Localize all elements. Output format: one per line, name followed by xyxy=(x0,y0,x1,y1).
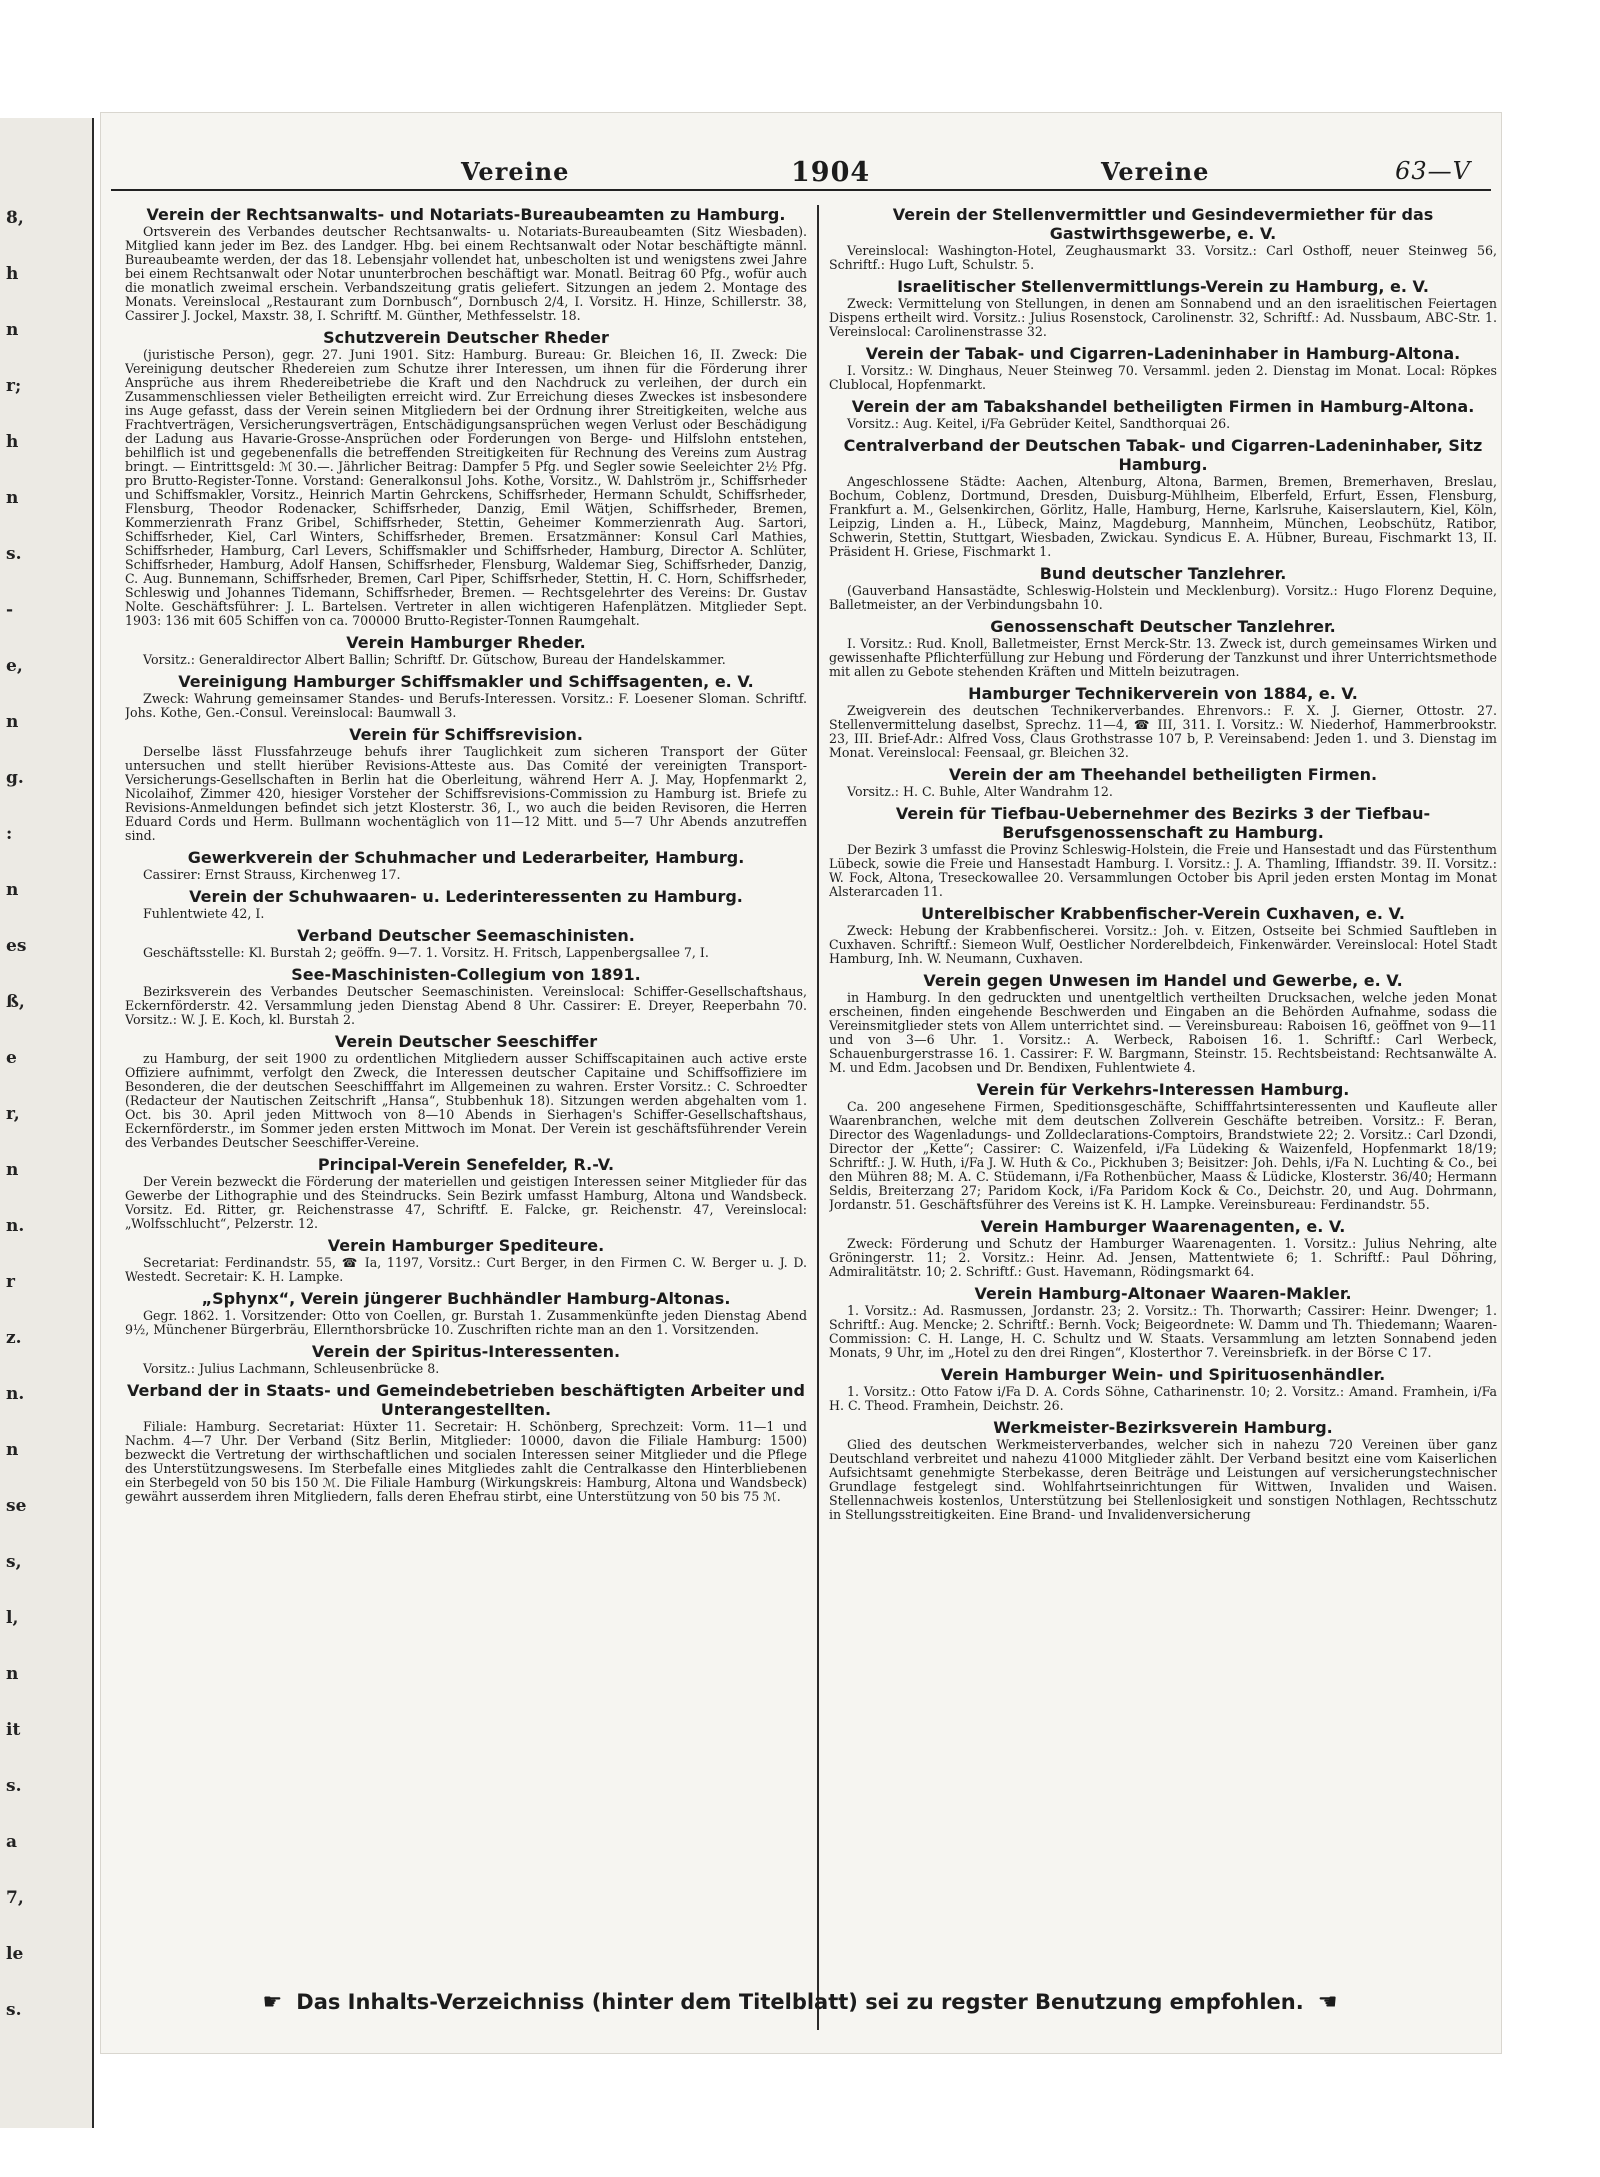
directory-entry xyxy=(829,397,1497,431)
directory-entry xyxy=(829,1217,1497,1279)
directory-entry xyxy=(829,971,1497,1075)
previous-page-fragment: ß, xyxy=(6,992,25,1012)
previous-page-fragment: it xyxy=(6,1720,21,1740)
footer-notice xyxy=(100,1990,1500,2020)
running-header xyxy=(111,153,1491,191)
entry-title: Verein Hamburg-Altonaer Waaren-Makler. xyxy=(974,1284,1352,1303)
previous-page-fragment: n. xyxy=(6,1384,25,1404)
entry-title: Verein Hamburger Rheder. xyxy=(346,633,586,652)
entry-title: „Sphynx“, Verein jüngerer Buchhändler Hamburg-Altonas. xyxy=(201,1289,731,1308)
entry-title: Verein für Verkehrs-Interessen Hamburg. xyxy=(976,1080,1350,1099)
directory-entry xyxy=(125,1236,807,1284)
entry-body: 1. Vorsitz.: Ad. Rasmussen, Jordanstr. 23; 2. Vorsitz.: Th. Thorwarth; Cassirer: Heinr. Dwenger; 1. Schriftf.: Aug. Mencke; 2. Schriftf.: Bernh. Vock; Beigeordnete: W. Damm und Th. Thiedemann; Waaren-Commission: C. H. Lange, H. C. Schultz und W. Staats. Versammlung am letzten Sonnabend jeden Monats, 9 Uhr, im „Hotel zu den drei Ringen“, Klosterthor 7. Vereinsbriefk. in der Börse C 17. xyxy=(829,1303,1497,1360)
directory-entry xyxy=(125,1289,807,1337)
entry-title: Bund deutscher Tanzlehrer. xyxy=(1039,564,1287,583)
entry-body: (Gauverband Hansastädte, Schleswig-Holstein und Mecklenburg). Vorsitz.: Hugo Florenz Dequine, Balletmeister, an der Verbindungsbahn 10. xyxy=(829,583,1497,612)
previous-page-fragment: 7, xyxy=(6,1888,24,1908)
entry-body: I. Vorsitz.: Rud. Knoll, Balletmeister, Ernst Merck-Str. 13. Zweck ist, durch gemeinsames Wirken und gewissenhafte Pflichterfüllung zur Hebung und Förderung der Tanzkunst und ihrer Unterrichtsmethode mit allen zu Gebote stehenden Kräften und Mitteln beizutragen. xyxy=(829,636,1497,679)
entry-title: Verein für Schiffsrevision. xyxy=(349,725,583,744)
entry-title: Verein Deutscher Seeschiffer xyxy=(334,1032,598,1051)
previous-page-fragment: se xyxy=(6,1496,27,1516)
entry-title: Hamburger Technikerverein von 1884, e. V. xyxy=(968,684,1358,703)
previous-page-fragment: n xyxy=(6,1440,19,1460)
entry-title: Verein der am Theehandel betheiligten Firmen. xyxy=(948,765,1378,784)
directory-entry xyxy=(125,887,807,921)
entry-body: Vorsitz.: H. C. Buhle, Alter Wandrahm 12. xyxy=(847,784,1113,799)
entry-title: Verein gegen Unwesen im Handel und Gewerbe, e. V. xyxy=(923,971,1403,990)
previous-page-fragment: r xyxy=(6,1272,15,1292)
entry-title: Verein der Tabak- und Cigarren-Ladeninhaber in Hamburg-Altona. xyxy=(865,344,1461,363)
previous-page-fragment: s. xyxy=(6,1776,22,1796)
directory-entry xyxy=(125,926,807,960)
entry-body: Vorsitz.: Aug. Keitel, i/Fa Gebrüder Keitel, Sandthorquai 26. xyxy=(847,416,1231,431)
entry-body: Der Bezirk 3 umfasst die Provinz Schleswig-Holstein, die Freie und Hansestadt und das Fürstenthum Lübeck, sowie die Freie und Hansestadt Hamburg. I. Vorsitz.: J. A. Thamling, Iffiandstr. 39. II. Vorsitz.: W. Fock, Altona, Treseckowallee 20. Versammlungen October bis April jeden ersten Montag im Monat Alsterarcaden 11. xyxy=(829,842,1497,899)
directory-entry xyxy=(829,436,1497,559)
entry-title: Verein der Schuhwaaren- u. Lederinteressenten zu Hamburg. xyxy=(189,887,743,906)
entry-body: Zweck: Vermittelung von Stellungen, in denen am Sonnabend und an den israelitischen Feiertagen Dispens ertheilt wird. Vorsitz.: Julius Rosenstock, Carolinenstr. 32, Schriftf.: Ad. Nussbaum, ABC-Str. 1. Vereinslocal: Carolinenstrasse 32. xyxy=(829,296,1497,339)
entry-body: 1. Vorsitz.: Otto Fatow i/Fa D. A. Cords Söhne, Catharinenstr. 10; 2. Vorsitz.: Amand. Framhein, i/Fa H. C. Theod. Framhein, Deichstr. 26. xyxy=(829,1384,1497,1413)
entry-body: in Hamburg. In den gedruckten und unentgeltlich vertheilten Drucksachen, welche jeden Monat erscheinen, finden eingehende Beschwerden und Eingaben an die Behörden Aufnahme, sodass die Vereinsmitglieder stets von Allem unterrichtet sind. — Vereinsbureau: Raboisen 16, geöffnet von 9—11 und von 3—6 Uhr. 1. Vorsitz.: A. Werbeck, Raboisen 16. 1. Schriftf.: Carl Werbeck, Schauenburgerstrasse 16. 1. Cassirer: F. W. Bargmann, Steinstr. 15. Rechtsbeistand: Rechtsanwälte A. M. und Edm. Jacobsen und Dr. Bendixen, Fuhlentwiete 4. xyxy=(829,990,1497,1075)
previous-page-fragment: h xyxy=(6,264,19,284)
entry-body: Vereinslocal: Washington-Hotel, Zeughausmarkt 33. Vorsitz.: Carl Osthoff, neuer Steinweg 56, Schriftf.: Hugo Luft, Schulstr. 5. xyxy=(829,243,1497,272)
entry-title: Verein für Tiefbau-Uebernehmer des Bezirks 3 der Tiefbau-Berufsgenossenschaft zu Hamburg. xyxy=(895,804,1431,842)
footer-text: Das Inhalts-Verzeichniss (hinter dem Titelblatt) sei zu regster Benutzung empfohlen. xyxy=(296,1990,1304,2014)
entry-body: Glied des deutschen Werkmeisterverbandes, welcher sich in nahezu 720 Vereinen über ganz Deutschland verbreitet und nahezu 41000 Mitglieder zählt. Der Verband besitzt eine vom Kaiserlichen Aufsichtsamt genehmigte Sterbekasse, deren Beiträge und Leistungen auf versicherungstechnischer Grundlage festgelegt sind. Wohlfahrtseinrichtungen für Wittwen, Invaliden und Waisen. Stellennachweis kostenlos, Unterstützung bei Stellenlosigkeit und sonstigen Nothlagen, Rechtsschutz in Stellungsstreitigkeiten. Eine Brand- und Invalidenversicherung xyxy=(829,1437,1497,1522)
previous-page-fragment: e, xyxy=(6,656,23,676)
directory-entry xyxy=(829,1418,1497,1522)
previous-page-fragment: s, xyxy=(6,1552,22,1572)
previous-page-fragment: n xyxy=(6,712,19,732)
entry-title: Gewerkverein der Schuhmacher und Lederarbeiter, Hamburg. xyxy=(187,848,745,867)
entry-body: Filiale: Hamburg. Secretariat: Hüxter 11. Secretair: H. Schönberg, Sprechzeit: Vorm. 11—1 und Nachm. 4—7 Uhr. Der Verband (Sitz Berlin, Mitglieder: 10000, davon die Filiale Hamburg: 1500) bezweckt die Vertretung der wirthschaftlichen und socialen Interessen seiner Mitglieder und die Pflege des Unterstützungswesens. Im Sterbefalle eines Mitgliedes zahlt die Centralkasse den Hinterbliebenen ein Sterbegeld von 50 bis 150 ℳ. Die Filiale Hamburg (Wirkungskreis: Hamburg, Altona und Wandsbeck) gewährt ausserdem ihren Mitgliedern, falls deren Ehefrau stirbt, eine Unterstützung von 50 bis 75 ℳ. xyxy=(125,1419,807,1504)
directory-entry xyxy=(829,1284,1497,1360)
directory-entry xyxy=(125,1155,807,1231)
previous-page-fragment: n xyxy=(6,320,19,340)
previous-page-fragment: n xyxy=(6,1160,19,1180)
previous-page-fragment: n xyxy=(6,880,19,900)
entry-body: Vorsitz.: Julius Lachmann, Schleusenbrücke 8. xyxy=(143,1361,440,1376)
entry-body: Gegr. 1862. 1. Vorsitzender: Otto von Coellen, gr. Burstah 1. Zusammenkünfte jeden Dienstag Abend 9½, Münchener Bürgerbräu, Ellernthorsbrücke 10. Zuschriften richte man an den 1. Vorsitzenden. xyxy=(125,1308,807,1337)
directory-entry xyxy=(125,328,807,628)
directory-entry xyxy=(829,684,1497,760)
entry-title: Schutzverein Deutscher Rheder xyxy=(323,328,609,347)
directory-entry xyxy=(829,904,1497,966)
entry-body: (juristische Person), gegr. 27. Juni 1901. Sitz: Hamburg. Bureau: Gr. Bleichen 16, II. Zweck: Die Vereinigung deutscher Rhedereien zum Schutze ihrer Interessen, um ihnen für die Förderung ihrer Ansprüche aus ihrem Rhedereibetriebe die Kraft und den Nachdruck zu verleihen, der durch ein Zusammenschliessen vieler Betheiligten erreicht wird. Zur Erreichung dieses Zweckes ist insbesondere ins Auge gefasst, dass der Verein seinen Mitgliedern bei der Ordnung ihrer Streitigkeiten, welche aus Frachtverträgen, Versicherungsverträgen, Entschädigungsansprüchen wegen Verlust oder Beschädigung der Ladung aus Havarie-Grosse-Ansprüchen oder Forderungen von Berge- und Hilfslohn entstehen, behilflich ist und gegebenenfalls die betreffenden Streitigkeiten für Rechnung des Vereins zum Austrag bringt. — Eintrittsgeld: ℳ 30.—. Jährlicher Beitrag: Dampfer 5 Pfg. und Segler sowie Seeleichter 2½ Pfg. pro Brutto-Register-Tonne. Vorstand: Generalkonsul Johs. Kothe, Vorsitz., W. Dahlström jr., Schiffsrheder und Schiffsmakler, Vorsitz., Heinrich Martin Gehrckens, Schiffsrheder, Hermann Schuldt, Schiffsrheder, Flensburg, Theodor Rodenacker, Schiffsrheder, Danzig, Emil Wätjen, Schiffsrheder, Bremen, Kommerzienrath Franz Gribel, Schiffsrheder, Stettin, Geheimer Kommerzienrath Aug. Sartori, Schiffsrheder, Kiel, Carl Winters, Schiffsrheder, Bremen. Ersatzmänner: Konsul Carl Mathies, Schiffsrheder, Hamburg, Carl Levers, Schiffsmakler und Schiffsrheder, Hamburg, Director A. Schlüter, Schiffsrheder, Hamburg, Adolf Hansen, Schiffsrheder, Flensburg, Waldemar Sieg, Schiffsrheder, Danzig, C. Aug. Bunnemann, Schiffsrheder, Bremen, Carl Piper, Schiffsrheder, Stettin, H. C. Horn, Schiffsrheder, Schleswig und Johannes Tidemann, Schiffsrheder, Bremen. — Rechtsgelehrter des Vereins: Dr. Gustav Nolte. Geschäftsführer: J. L. Bartelsen. Vertreter in allen wichtigeren Hafenplätzen. Mitglieder Sept. 1903: 136 mit 605 Schiffen von ca. 700000 Brutto-Register-Tonnen Raumgehalt. xyxy=(125,347,807,628)
header-section-right: Vereine xyxy=(1101,157,1210,186)
entry-body: Zweck: Förderung und Schutz der Hamburger Waarenagenten. 1. Vorsitz.: Julius Nehring, alte Gröningerstr. 11; 2. Vorsitz.: Heinr. Ad. Jensen, Mattentwiete 6; 1. Schriftf.: Paul Döhring, Admiralitätstr. 10; 2. Schriftf.: Gust. Havemann, Rödingsmarkt 64. xyxy=(829,1236,1497,1279)
directory-entry xyxy=(829,277,1497,339)
entry-body: Bezirksverein des Verbandes Deutscher Seemaschinisten. Vereinslocal: Schiffer-Gesellschaftshaus, Eckernförderstr. 42. Versammlung jeden Dienstag Abend 8 Uhr. Cassirer: E. Dreyer, Reeperbahn 70. Vorsitz.: W. J. E. Koch, kl. Burstah 2. xyxy=(125,984,807,1027)
previous-page-fragment: a xyxy=(6,1832,18,1852)
directory-entry xyxy=(125,848,807,882)
entry-body: Zweigverein des deutschen Technikerverbandes. Ehrenvors.: F. X. J. Gierner, Ottostr. 27. Stellenvermittelung daselbst, Sprechz. 11—4, ☎ III, 311. I. Vorsitz.: W. Niederhof, Hammerbrookstr. 23, III. Brief-Adr.: Alfred Voss, Claus Grothstrasse 107 b, P. Vereinsabend: Jeden 1. und 3. Dienstag im Monat. Vereinslocal: Feensaal, gr. Bleichen 32. xyxy=(829,703,1497,760)
entry-body: I. Vorsitz.: W. Dinghaus, Neuer Steinweg 70. Versamml. jeden 2. Dienstag im Monat. Local: Röpkes Clublocal, Hopfenmarkt. xyxy=(829,363,1497,392)
previous-page-fragment: - xyxy=(6,600,14,620)
entry-title: Verband der in Staats- und Gemeindebetrieben beschäftigten Arbeiter und Unterangestellten. xyxy=(127,1381,805,1419)
directory-entry xyxy=(125,1381,807,1504)
entry-title: Unterelbischer Krabbenfischer-Verein Cuxhaven, e. V. xyxy=(921,904,1405,923)
entry-body: Secretariat: Ferdinandstr. 55, ☎ Ia, 1197, Vorsitz.: Curt Berger, in den Firmen C. W. Berger u. J. D. Westedt. Secretair: K. H. Lampke. xyxy=(125,1255,807,1284)
entry-body: Geschäftsstelle: Kl. Burstah 2; geöffn. 9—7. 1. Vorsitz. H. Fritsch, Lappenbergsallee 7, I. xyxy=(143,945,709,960)
previous-page-fragment: r; xyxy=(6,376,22,396)
directory-entry xyxy=(829,564,1497,612)
previous-page-fragment: r, xyxy=(6,1104,20,1124)
entry-body: Ca. 200 angesehene Firmen, Speditionsgeschäfte, Schifffahrtsinteressenten und Kaufleute aller Waarenbranchen, welche mit dem deutschen Zollverein Geschäfte betreiben. Vorsitz.: F. Beran, Director des Wagenladungs- und Zolldeclarations-Comptoirs, Brandstwiete 22; 2. Vorsitz.: Carl Dzondi, Director der „Kette“; Cassirer: C. Waizenfeld, i/Fa Lüdeking & Waizenfeld, Hopfenmarkt 18/19; Schriftf.: J. W. Huth, i/Fa J. W. Huth & Co., Pickhuben 3; Beisitzer: Joh. Dehls, i/Fa N. Luchting & Co., bei den Mühren 88; M. A. C. Stüdemann, i/Fa Rothenbücher, Maass & Lüdicke, Klosterstr. 36/40; Hermann Seldis, Breiterzang 27; Paridom Kock, i/Fa Paridom Kock & Co., Deichstr. 20, und Aug. Dohrmann, Jordanstr. 51. Geschäftsführer des Vereins ist K. H. Lampke. Vereinsbureau: Ferdinandstr. 55. xyxy=(829,1099,1497,1212)
previous-page-fragment: n xyxy=(6,488,19,508)
entry-body: Zweck: Wahrung gemeinsamer Standes- und Berufs-Interessen. Vorsitz.: F. Loesener Sloman. Schriftf. Johs. Kothe, Gen.-Consul. Vereinslocal: Baumwall 3. xyxy=(125,691,807,720)
entry-title: Centralverband der Deutschen Tabak- und Cigarren-Ladeninhaber, Sitz Hamburg. xyxy=(843,436,1483,474)
directory-entry xyxy=(125,1342,807,1376)
directory-entry xyxy=(125,672,807,720)
directory-entry xyxy=(829,617,1497,679)
entry-title: Verein Hamburger Spediteure. xyxy=(327,1236,605,1255)
directory-entry xyxy=(829,1080,1497,1212)
previous-page-fragment: e xyxy=(6,1048,17,1068)
right-column xyxy=(829,205,1497,2037)
column-divider xyxy=(817,205,819,2030)
directory-entry xyxy=(829,205,1497,272)
entry-title: Verein Hamburger Waarenagenten, e. V. xyxy=(980,1217,1346,1236)
entry-title: Verein der Rechtsanwalts- und Notariats-Bureaubeamten zu Hamburg. xyxy=(146,205,786,224)
directory-entry xyxy=(125,725,807,843)
previous-page-fragment: g. xyxy=(6,768,24,788)
directory-entry xyxy=(829,1365,1497,1413)
directory-entry xyxy=(829,804,1497,899)
left-column xyxy=(125,205,807,2037)
previous-page-fragment: : xyxy=(6,824,13,844)
entry-title: Verein der Spiritus-Interessenten. xyxy=(311,1342,621,1361)
entry-body: Fuhlentwiete 42, I. xyxy=(143,906,265,921)
entry-body: Zweck: Hebung der Krabbenfischerei. Vorsitz.: Joh. v. Eitzen, Ostseite bei Schmied Sauftleben in Cuxhaven. Schriftf.: Siemeon Wulf, Oestlicher Norderelbdeich, Finkenwärder. Vereinslocal: Hotel Stadt Hamburg, Inh. W. Neumann, Cuxhaven. xyxy=(829,923,1497,966)
entry-body: Angeschlossene Städte: Aachen, Altenburg, Altona, Barmen, Bremen, Bremerhaven, Breslau, Bochum, Coblenz, Dortmund, Dresden, Duisburg-Mühlheim, Elberfeld, Erfurt, Essen, Flensburg, Frankfurt a. M., Gelsenkirchen, Görlitz, Halle, Hamburg, Herne, Karlsruhe, Kaiserslautern, Kiel, Köln, Leipzig, Linden a. H., Lübeck, Mainz, Magdeburg, Mannheim, München, Leobschütz, Ratibor, Schwerin, Stettin, Stuttgart, Wiesbaden, Zwickau. Syndicus E. A. Hübner, Bureau, Fischmarkt 13, II. Präsident H. Griese, Fischmarkt 1. xyxy=(829,474,1497,559)
directory-entry xyxy=(125,633,807,667)
entry-title: Vereinigung Hamburger Schiffsmakler und Schiffsagenten, e. V. xyxy=(178,672,754,691)
header-section-left: Vereine xyxy=(461,157,570,186)
previous-page-edge xyxy=(0,118,94,2128)
entry-title: Verein der am Tabakshandel betheiligten Firmen in Hamburg-Altona. xyxy=(851,397,1475,416)
entry-title: Israelitischer Stellenvermittlungs-Verein zu Hamburg, e. V. xyxy=(897,277,1429,296)
previous-page-fragment: n. xyxy=(6,1216,25,1236)
entry-body: Vorsitz.: Generaldirector Albert Ballin; Schriftf. Dr. Gütschow, Bureau der Handelskammer. xyxy=(143,652,726,667)
previous-page-fragment: es xyxy=(6,936,27,956)
entry-title: Genossenschaft Deutscher Tanzlehrer. xyxy=(990,617,1336,636)
previous-page-fragment: n xyxy=(6,1664,19,1684)
entry-body: Der Verein bezweckt die Förderung der materiellen und geistigen Interessen seiner Mitglieder für das Gewerbe der Lithographie und des Steindrucks. Sein Bezirk umfasst Hamburg, Altona und Wandsbeck. Vorsitz. Ed. Ritter, gr. Reichenstrasse 47, Schriftf. E. Falcke, gr. Reichenstr. 47, Vereinslocal: „Wolfsschlucht“, Pelzerstr. 12. xyxy=(125,1174,807,1231)
entry-title: Verein der Stellenvermittler und Gesindevermiether für das Gastwirthsgewerbe, e. V. xyxy=(892,205,1434,243)
page-number: 63—V xyxy=(1395,157,1471,185)
pointing-hand-right-icon: ☛ xyxy=(262,1990,283,2015)
entry-body: Ortsverein des Verbandes deutscher Rechtsanwalts- u. Notariats-Bureaubeamten (Sitz Wiesbaden). Mitglied kann jeder im Bez. des Landger. Hbg. bei einem Rechtsanwalt oder Notar beschäftigte männl. Bureaubeamte werden, der das 18. Lebensjahr vollendet hat, unbescholten ist und wenigstens zwei Jahre bei einem Rechtsanwalt oder Notar ununterbrochen beschäftigt war. Monatl. Beitrag 60 Pfg., wofür auch die monatlich zweimal erschein. Verbandszeitung gratis geliefert. Sitzungen an jedem 2. Montage des Monats. Vereinslocal „Restaurant zum Dornbusch“, Dornbusch 2/4, I. Vorsitz. H. Hinze, Schillerstr. 38, Cassirer J. Jockel, Maxstr. 38, I. Schriftf. M. Günther, Methfesselstr. 18. xyxy=(125,224,807,323)
directory-entry xyxy=(125,965,807,1027)
previous-page-fragment: s. xyxy=(6,544,22,564)
entry-title: Verein Hamburger Wein- und Spirituosenhändler. xyxy=(940,1365,1386,1384)
directory-entry xyxy=(125,205,807,323)
directory-entry xyxy=(829,765,1497,799)
previous-page-fragment: z. xyxy=(6,1328,22,1348)
entry-title: Principal-Verein Senefelder, R.-V. xyxy=(317,1155,615,1174)
header-year: 1904 xyxy=(791,157,871,188)
previous-page-fragment: s. xyxy=(6,2000,22,2020)
entry-body: zu Hamburg, der seit 1900 zu ordentlichen Mitgliedern ausser Schiffscapitainen auch active erste Offiziere aufnimmt, verfolgt den Zweck, die Interessen deutscher Capitaine und Schiffsoffiziere im Besonderen, die der deutschen Seeschifffahrt im Allgemeinen zu wahren. Erster Vorsitz.: C. Schroedter (Redacteur der Nautischen Zeitschrift „Hansa“, Stubbenhuk 18). Sitzungen werden abgehalten vom 1. Oct. bis 30. April jeden Mittwoch von 8—10 Abends in Sierhagen's Schiffer-Gesellschaftshaus, Eckernförderstr., im Sommer jeden ersten Mittwoch im Monat. Der Verein ist geschäftsführender Verein des Verbandes Deutscher Seeschiffer-Vereine. xyxy=(125,1051,807,1150)
directory-entry xyxy=(125,1032,807,1150)
pointing-hand-left-icon: ☚ xyxy=(1317,1990,1338,2015)
directory-page xyxy=(100,112,1502,2054)
entry-title: Verband Deutscher Seemaschinisten. xyxy=(297,926,635,945)
entry-title: See-Maschinisten-Collegium von 1891. xyxy=(291,965,641,984)
previous-page-fragment: 8, xyxy=(6,208,24,228)
entry-body: Derselbe lässt Flussfahrzeuge behufs ihrer Tauglichkeit zum sicheren Transport der Güter untersuchen und stellt hierüber Revisions-Atteste aus. Das Comité der vereinigten Transport-Versicherungs-Gesellschaften in Berlin hat die Oberleitung, während Herr A. J. May, Hopfenmarkt 2, Nicolaihof, Zimmer 420, hiesiger Vorsteher der Schiffsrevisions-Commission zu Hamburg ist. Briefe zu Revisions-Anmeldungen befindet sich jetzt Klosterstr. 36, I., wo auch die beiden Revisoren, die Herren Eduard Cords und Herm. Bullmann wochentäglich von 11—12 Mitt. und 5—7 Uhr Abends anzutreffen sind. xyxy=(125,744,807,843)
entry-body: Cassirer: Ernst Strauss, Kirchenweg 17. xyxy=(143,867,401,882)
previous-page-fragment: le xyxy=(6,1944,24,1964)
directory-entry xyxy=(829,344,1497,392)
entry-title: Werkmeister-Bezirksverein Hamburg. xyxy=(993,1418,1333,1437)
previous-page-fragment: l, xyxy=(6,1608,19,1628)
previous-page-fragment: h xyxy=(6,432,19,452)
